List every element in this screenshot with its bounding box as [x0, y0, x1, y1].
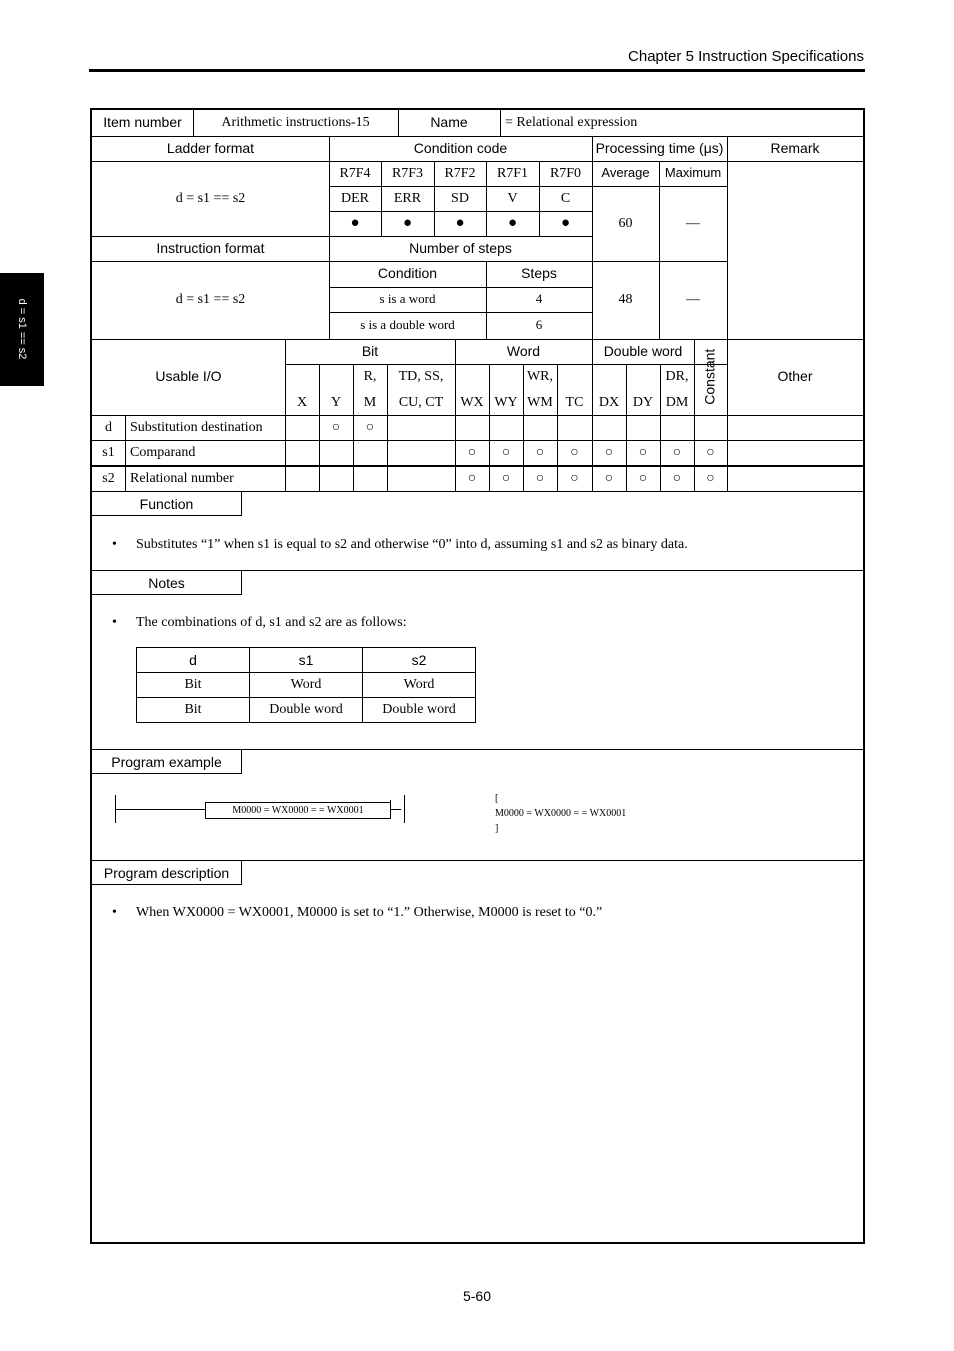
steps-label: Steps [521, 265, 557, 282]
io-col-top [285, 364, 319, 389]
io-available-mark: ○ [570, 444, 579, 460]
cc-register: R7F1 [496, 165, 529, 181]
bullet-icon: • [112, 905, 117, 920]
constant-label [694, 339, 727, 415]
condition-code-label: Condition code [413, 139, 508, 156]
cc-flag: ERR [393, 190, 422, 206]
page-number: 5-60 [462, 1288, 492, 1304]
io-col-bottom: X [296, 394, 308, 410]
other-label: Other [777, 368, 813, 385]
steps-value: 6 [535, 317, 543, 333]
io-available-mark: ○ [501, 470, 511, 486]
io-available-mark: ○ [570, 470, 579, 486]
average-value: 60 [618, 215, 633, 231]
cc-register: R7F4 [339, 165, 371, 181]
io-col-top: TD, SS, [398, 368, 444, 384]
table-row [137, 673, 476, 698]
io-col-bottom: WM [527, 394, 553, 410]
cc-mark-dot: ● [507, 215, 518, 232]
mnemonic-text: M0000 = WX0000 = = WX0001 [495, 808, 627, 819]
io-col-top: R, [363, 368, 377, 384]
io-col-top: WR, [526, 368, 554, 384]
rule [125, 415, 126, 491]
io-available-mark: ○ [467, 470, 477, 486]
constant-label-text: Constant [701, 348, 718, 406]
io-col-bottom: WY [494, 394, 518, 410]
cc-flag: C [560, 190, 571, 206]
table-header-cell: s1 [250, 648, 363, 673]
table-cell: Double word [250, 698, 363, 723]
chapter-header: Chapter 5 Instruction Specifications [628, 48, 864, 65]
instruction-format-label: Instruction format [156, 239, 265, 256]
table-header-row [137, 648, 476, 673]
ladder-wire [115, 809, 205, 810]
processing-time-label: Processing time (μs) [595, 139, 724, 156]
io-available-mark: ○ [331, 419, 341, 435]
io-available-mark: ○ [706, 470, 715, 486]
io-col-top [557, 364, 592, 389]
io-col-bottom: DM [665, 394, 689, 410]
table-cell: Bit [137, 698, 250, 723]
io-available-mark: ○ [467, 444, 477, 460]
cc-flag: DER [341, 190, 369, 206]
io-row-description: Relational number [130, 470, 234, 486]
io-available-mark: ○ [501, 444, 511, 460]
io-available-mark: ○ [604, 444, 614, 460]
io-col-bottom: CU, CT [398, 394, 444, 410]
io-col-bottom: WX [460, 394, 484, 410]
io-col-top [592, 364, 626, 389]
bullet-icon: • [112, 615, 117, 630]
table-cell: Word [250, 673, 363, 698]
ladder-coil-mark [390, 800, 391, 819]
side-tab-label: d = s1 == s2 [16, 298, 28, 360]
io-available-mark: ○ [672, 444, 682, 460]
io-available-mark: ○ [672, 470, 682, 486]
cc-mark-dot: ● [402, 215, 413, 232]
io-row-description: Substitution destination [130, 419, 263, 435]
cc-mark-dot: ● [560, 215, 571, 232]
notes-label: Notes [92, 570, 242, 595]
ladder-format-label: Ladder format [166, 139, 255, 156]
io-row-symbol: s2 [102, 470, 115, 486]
item-number-label: Item number [103, 114, 182, 131]
header-rule [89, 69, 865, 72]
average-value: 48 [618, 292, 633, 308]
ladder-wire [391, 809, 401, 810]
io-col-top [319, 364, 353, 389]
rule [500, 110, 501, 136]
number-of-steps-label: Number of steps [409, 239, 512, 256]
name-label: Name [430, 114, 468, 131]
program-description-text: When WX0000 = WX0001, M0000 is set to “1.” Otherwise, M0000 is reset to “0.” [136, 905, 603, 920]
bullet-icon: • [112, 537, 117, 552]
maximum-value: — [686, 292, 700, 308]
remark-label: Remark [770, 139, 820, 156]
cc-register: R7F0 [549, 165, 582, 181]
table-cell: Bit [137, 673, 250, 698]
io-available-mark: ○ [638, 444, 648, 460]
io-col-bottom: Y [330, 394, 342, 410]
table-cell: Word [363, 673, 476, 698]
notes-text: The combinations of d, s1 and s2 are as follows: [136, 615, 407, 630]
rule [727, 136, 728, 339]
instruction-format-value: d = s1 == s2 [175, 292, 246, 308]
io-available-mark: ○ [604, 470, 614, 486]
combination-table [136, 647, 476, 723]
io-col-top [455, 364, 489, 389]
mnemonic-close-bracket: ] [495, 823, 499, 834]
table-header-cell: s2 [363, 648, 476, 673]
ladder-instruction-box: M0000 = WX0000 = = WX0001 [205, 802, 391, 819]
io-row-symbol: d [105, 419, 112, 435]
maximum-value: — [686, 215, 700, 231]
io-col-top: DR, [665, 368, 689, 384]
io-available-mark: ○ [706, 444, 715, 460]
average-label: Average [601, 165, 650, 181]
cc-mark-dot: ● [350, 215, 360, 232]
program-example-label: Program example [92, 749, 242, 774]
cc-flag: V [507, 190, 518, 206]
double-word-group-label: Double word [603, 342, 683, 359]
program-description-label: Program description [92, 860, 242, 885]
io-row-symbol: s1 [102, 444, 115, 460]
steps-condition-label: Condition [377, 265, 438, 282]
function-label: Function [92, 491, 242, 516]
cc-register: R7F3 [391, 165, 424, 181]
steps-value: 4 [535, 291, 543, 307]
maximum-label: Maximum [664, 165, 722, 181]
io-col-bottom: TC [565, 394, 584, 410]
io-available-mark: ○ [365, 419, 375, 435]
io-col-bottom: M [363, 394, 377, 410]
steps-condition: s is a double word [360, 317, 455, 333]
io-available-mark: ○ [638, 470, 648, 486]
table-header-cell: d [137, 648, 250, 673]
bit-group-label: Bit [361, 342, 379, 359]
name-value: = Relational expression [505, 115, 638, 131]
table-cell: Double word [363, 698, 476, 723]
function-text: Substitutes “1” when s1 is equal to s2 and otherwise “0” into d, assuming s1 and s2 as binary data. [136, 537, 688, 552]
cc-flag: SD [451, 190, 469, 206]
ladder-format-value: d = s1 == s2 [175, 190, 246, 206]
side-tab [0, 273, 44, 386]
cc-mark-dot: ● [455, 215, 465, 232]
io-col-bottom: DX [598, 394, 620, 410]
io-col-top [489, 364, 523, 389]
io-available-mark: ○ [535, 470, 545, 486]
item-number-value: Arithmetic instructions-15 [221, 115, 370, 131]
io-available-mark: ○ [535, 444, 545, 460]
io-col-bottom: DY [632, 394, 654, 410]
word-group-label: Word [506, 342, 541, 359]
mnemonic-open-bracket: [ [495, 793, 499, 804]
steps-condition: s is a word [379, 291, 436, 307]
io-row-description: Comparand [130, 444, 196, 460]
usable-io-label: Usable I/O [155, 368, 222, 385]
cc-register: R7F2 [444, 165, 476, 181]
io-col-top [626, 364, 660, 389]
table-row [137, 698, 476, 723]
ladder-right-rail [404, 795, 405, 823]
